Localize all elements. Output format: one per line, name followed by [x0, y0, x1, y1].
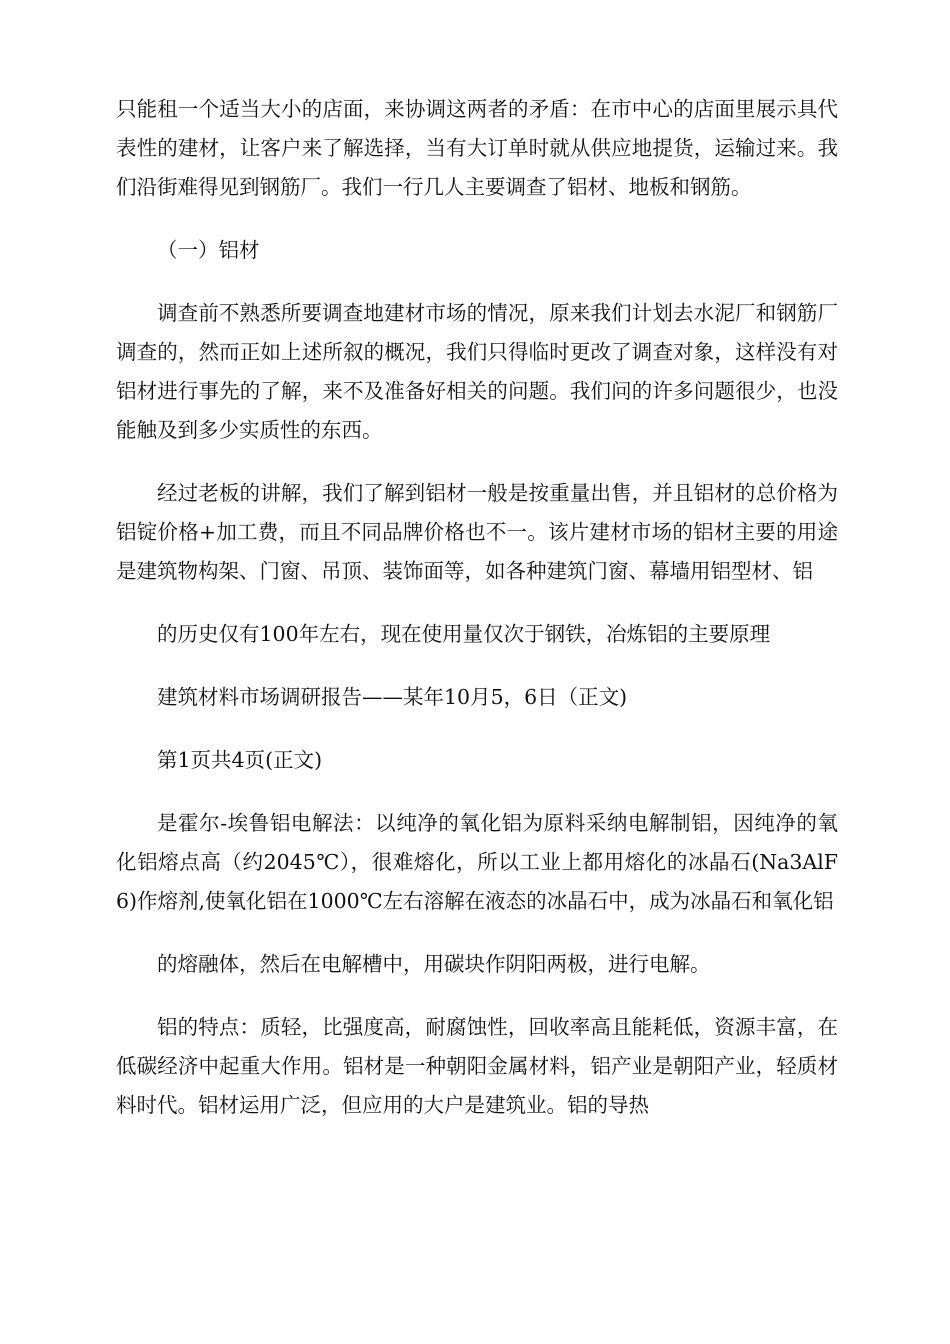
page-number-line: 第1页共4页(正文) [157, 748, 323, 772]
paragraph-intro-continued: 只能租一个适当大小的店面，来协调这两者的矛盾：在市中心的店面里展示具代表性的建材，让客户来了解选择，当有大订单时就从供应地提货，运输过来。我们沿街难得见到钢筋厂。我们一行几人主要调查了铝材、地板和钢筋。 [116, 97, 838, 199]
report-title-line: 建筑材料市场调研报告——某年10月5，6日（正文) [157, 685, 628, 709]
body-text [116, 90, 838, 1149]
paragraph-survey-background: 调查前不熟悉所要调查地建材市场的情况，原来我们计划去水泥厂和钢筋厂调查的，然而正如上述所叙的概况，我们只得临时更改了调查对象，这样没有对铝材进行事先的了解，来不及准备好相关的问题。我们问的许多问题很少，也没能触及到多少实质性的东西。 [116, 301, 838, 442]
paragraph-pricing: 经过老板的讲解，我们了解到铝材一般是按重量出售，并且铝材的总价格为铝锭价格+加工费，而且不同品牌价格也不一。该片建材市场的铝材主要的用途是建筑物构架、门窗、吊顶、装饰面等，如各种建筑门窗、幕墙用铝型材、铝 [116, 481, 838, 583]
paragraph-history: 的历史仅有100年左右，现在使用量仅次于钢铁，冶炼铝的主要原理 [157, 622, 771, 646]
paragraph-electrolysis-end: 的熔融体，然后在电解槽中，用碳块作阴阳两极，进行电解。 [157, 952, 711, 976]
section-heading-aluminum: （一）铝材 [157, 238, 260, 262]
paragraph-aluminum-features: 铝的特点：质轻，比强度高，耐腐蚀性，回收率高且能耗低，资源丰富，在低碳经济中起重大作用。铝材是一种朝阳金属材料，铝产业是朝阳产业，轻质材料时代。铝材运用广泛，但应用的大户是建筑业。铝的导热 [116, 1015, 838, 1117]
paragraph-electrolysis: 是霍尔-埃鲁铝电解法：以纯净的氧化铝为原料采纳电解制铝，因纯净的氧化铝熔点高（约2045℃），很难熔化，所以工业上都用熔化的冰晶石(Na3AlF6)作熔剂,使氧化铝在1000℃左右溶解在液态的冰晶石中，成为冰晶石和氧化铝 [116, 811, 838, 913]
